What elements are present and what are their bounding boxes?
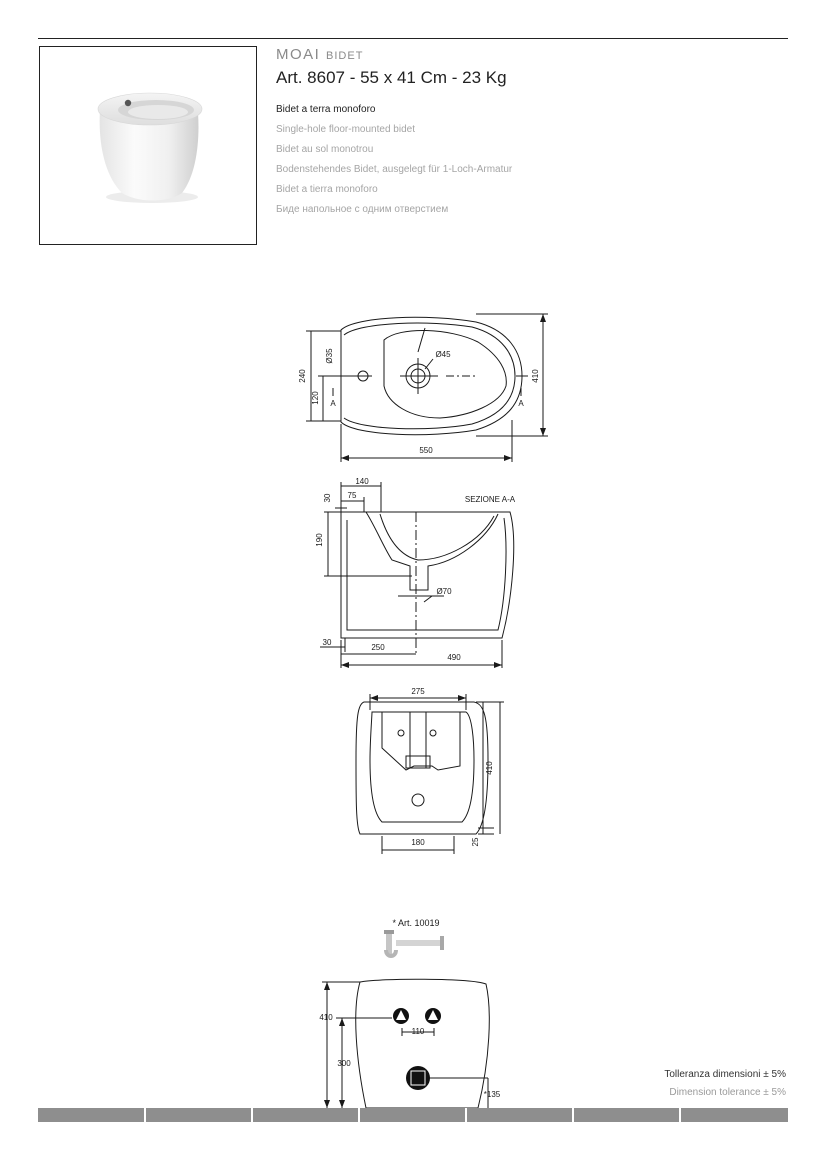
bottom-view xyxy=(356,694,504,854)
section-mark-right: A xyxy=(518,399,524,408)
section-dim-30-bottom: 30 xyxy=(322,638,332,647)
rear-dim-135: *135 xyxy=(483,1090,501,1099)
top-dim-depth: 410 xyxy=(531,369,540,383)
rear-dim-300: 300 xyxy=(337,1059,351,1068)
section-dim-490: 490 xyxy=(447,653,461,662)
section-dim-30-top: 30 xyxy=(323,493,332,503)
description-fr: Bidet au sol monotrou xyxy=(276,144,374,155)
bottom-dim-275: 275 xyxy=(411,687,425,696)
top-dim-hole: Ø35 xyxy=(325,348,334,364)
siphon-accessory-image xyxy=(384,930,444,956)
floor-joint xyxy=(572,1108,574,1122)
accessory-label: * Art. 10019 xyxy=(392,918,440,928)
section-dim-140: 140 xyxy=(355,477,369,486)
article-title: Art. 8607 - 55 x 41 Cm - 23 Kg xyxy=(276,68,507,87)
floor-joint xyxy=(465,1108,467,1122)
tolerance-it: Tolleranza dimensioni ± 5% xyxy=(664,1069,786,1080)
description-ru: Биде напольное с одним отверстием xyxy=(276,204,449,215)
description-it: Bidet a terra monoforo xyxy=(276,104,376,115)
description-en: Single-hole floor-mounted bidet xyxy=(276,124,415,135)
description-es: Bidet a tierra monoforo xyxy=(276,184,378,195)
rear-view xyxy=(322,979,489,1108)
floor-joint xyxy=(358,1108,360,1122)
description-de: Bodenstehendes Bidet, ausgelegt für 1-Loch-Armatur xyxy=(276,164,513,175)
bottom-dim-25: 25 xyxy=(471,837,480,847)
tolerance-en: Dimension tolerance ± 5% xyxy=(669,1087,786,1098)
top-dim-drain: Ø45 xyxy=(435,350,451,359)
top-dim-240: 240 xyxy=(298,369,307,383)
section-mark-left: A xyxy=(330,399,336,408)
section-dim-190: 190 xyxy=(315,533,324,547)
brand-name: MOAI xyxy=(276,46,321,63)
tolerance-note xyxy=(664,1066,786,1102)
top-dim-120: 120 xyxy=(311,391,320,405)
top-view xyxy=(306,314,548,462)
top-dim-width: 550 xyxy=(419,446,433,455)
dimension-labels xyxy=(298,348,540,1099)
floor-joint xyxy=(251,1108,253,1122)
section-dim-drain: Ø70 xyxy=(436,587,452,596)
section-title: SEZIONE A-A xyxy=(464,495,516,504)
bottom-dim-410: 410 xyxy=(485,761,494,775)
section-dim-75: 75 xyxy=(347,491,357,500)
rear-dim-110: 110 xyxy=(411,1027,425,1036)
rear-dim-410: 410 xyxy=(319,1013,333,1022)
bottom-dim-180: 180 xyxy=(411,838,425,847)
floor-joint xyxy=(144,1108,146,1122)
dimension-arrows xyxy=(324,314,546,1108)
floor-joint xyxy=(679,1108,681,1122)
section-view xyxy=(320,482,514,668)
product-type: BIDET xyxy=(326,50,364,62)
section-dim-250: 250 xyxy=(371,643,385,652)
floor-line xyxy=(38,1108,788,1122)
